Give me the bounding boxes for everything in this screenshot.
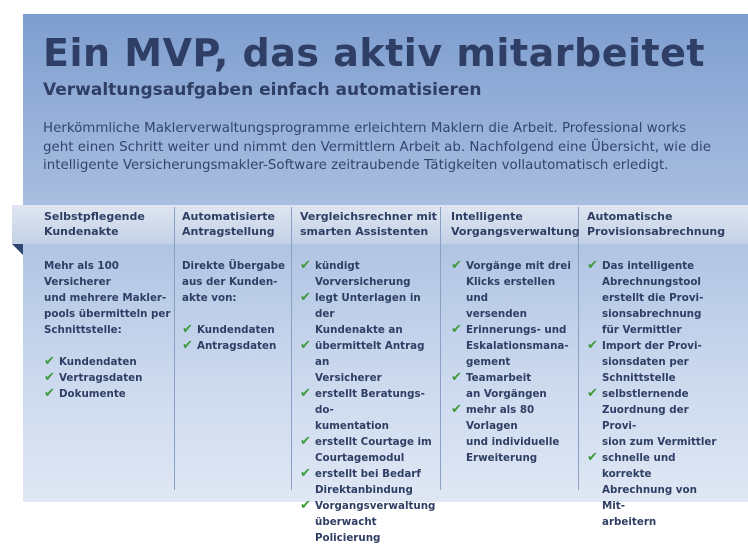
checklist-item-text: Versicherer xyxy=(315,372,382,384)
checklist-item xyxy=(300,466,438,498)
checklist-item xyxy=(300,290,438,338)
intro-line: geht einen Schritt weiter und nimmt den Vermittlern Arbeit ab. Nachfolgend eine Übersicht, wie die xyxy=(43,139,711,155)
checkmark-icon: ✔ xyxy=(44,386,55,401)
checklist-item-text: Kundenakte an xyxy=(315,324,403,336)
checkmark-icon: ✔ xyxy=(587,450,598,465)
checkmark-icon: ✔ xyxy=(451,402,462,417)
column-divider xyxy=(578,207,579,490)
checklist-item-text: an Vorgängen xyxy=(466,388,547,400)
checkmark-icon: ✔ xyxy=(182,322,193,337)
checkmark-icon: ✔ xyxy=(300,498,311,513)
checklist-item-text: sionsdaten per xyxy=(602,356,689,368)
checklist-item-text: Courtagemodul xyxy=(315,452,405,464)
checkmark-icon: ✔ xyxy=(300,466,311,481)
checklist-item-text: Vorgänge mit drei xyxy=(466,260,571,272)
checklist-item-text: Direktanbindung xyxy=(315,484,413,496)
checkmark-icon: ✔ xyxy=(182,338,193,353)
checklist-item xyxy=(182,322,288,338)
column-body-kundenakte xyxy=(44,258,172,402)
checklist-item xyxy=(451,322,576,370)
checklist-item-text: erstellt Courtage im xyxy=(315,436,432,448)
checklist-item-text: Teamarbeit xyxy=(466,372,532,384)
spacer xyxy=(182,306,288,322)
checklist xyxy=(451,258,576,466)
checklist-item xyxy=(451,402,576,466)
checkmark-icon: ✔ xyxy=(451,258,462,273)
checklist-item-text: erstellt die Provi- xyxy=(602,292,704,304)
checklist xyxy=(44,354,172,402)
checklist-item-text: versenden xyxy=(466,308,527,320)
column-heading-vergleichsrechner: Vergleichsrechner mit smarten Assistenten xyxy=(300,210,437,238)
checklist-item-text: kündigt xyxy=(315,260,360,272)
checklist-item xyxy=(300,258,438,290)
checkmark-icon: ✔ xyxy=(300,386,311,401)
column-intro-line: Direkte Übergabe xyxy=(182,260,285,272)
intro-line: Herkömmliche Maklerverwaltungsprogramme erleichtern Maklern die Arbeit. Professional works xyxy=(43,121,687,136)
checkmark-icon: ✔ xyxy=(451,322,462,337)
checklist-item-text: Vertragsdaten xyxy=(59,372,143,384)
column-body-antragstellung xyxy=(182,258,288,354)
column-heading-antragstellung: Automatisierte Antragstellung xyxy=(182,210,275,238)
checklist xyxy=(587,258,717,530)
checklist-item-text: Dokumente xyxy=(59,388,126,400)
checklist-item-text: für Vermittler xyxy=(602,324,682,336)
column-heading-kundenakte: Selbstpflegende Kundenakte xyxy=(44,210,145,238)
checklist-item-text: Das intelligente xyxy=(602,260,695,272)
checklist-item-text: erstellt Beratungs-do- xyxy=(315,388,425,416)
checklist-item-text: Antragsdaten xyxy=(197,340,277,352)
checklist-item xyxy=(587,258,717,338)
checklist-item xyxy=(300,386,438,434)
checklist-item xyxy=(44,370,172,386)
checkmark-icon: ✔ xyxy=(44,354,55,369)
checklist-item-text: legt Unterlagen in der xyxy=(315,292,421,320)
column-intro-line: pools übermitteln per xyxy=(44,308,171,320)
checklist-item xyxy=(44,354,172,370)
checklist-item-text: Klicks erstellen und xyxy=(466,276,556,304)
checklist-item-text: Kundendaten xyxy=(197,324,275,336)
checkmark-icon: ✔ xyxy=(300,258,311,273)
checklist-item-text: Kundendaten xyxy=(59,356,137,368)
checkmark-icon: ✔ xyxy=(300,290,311,305)
column-intro-line: Schnittstelle: xyxy=(44,324,122,336)
checklist-item-text: Import der Provi- xyxy=(602,340,702,352)
column-intro xyxy=(182,258,288,306)
checklist-item xyxy=(300,434,438,466)
checkmark-icon: ✔ xyxy=(587,386,598,401)
column-body-provisionsabrechnung xyxy=(587,258,717,530)
checklist-item xyxy=(300,498,438,546)
column-intro-line: und mehrere Makler- xyxy=(44,292,167,304)
checklist-item xyxy=(451,370,576,402)
checklist-item-text: Erinnerungs- und xyxy=(466,324,567,336)
checkmark-icon: ✔ xyxy=(300,434,311,449)
column-divider xyxy=(174,207,175,490)
column-body-vorgangsverwaltung xyxy=(451,258,576,466)
intro-paragraph xyxy=(43,120,733,176)
spacer xyxy=(44,338,172,354)
checkmark-icon: ✔ xyxy=(587,258,598,273)
checklist-item-text: mehr als 80 Vorlagen xyxy=(466,404,535,432)
column-heading-provisionsabrechnung: Automatische Provisionsabrechnung xyxy=(587,210,726,238)
checklist-item-text: Schnittstelle xyxy=(602,372,676,384)
column-intro-line: Mehr als 100 Versicherer xyxy=(44,260,119,288)
checkmark-icon: ✔ xyxy=(451,370,462,385)
column-intro-line: aus der Kunden- xyxy=(182,276,278,288)
checklist-item-text: Vorversicherung xyxy=(315,276,411,288)
checklist-item xyxy=(44,386,172,402)
checklist-item-text: Eskalationsmana- xyxy=(466,340,569,352)
checklist-item-text: Erweiterung xyxy=(466,452,538,464)
page-subtitle: Verwaltungsaufgaben einfach automatisieren xyxy=(43,80,482,100)
column-heading-vorgangsverwaltung: Intelligente Vorgangsverwaltung xyxy=(451,210,580,238)
checklist-item-text: Abrechnung von Mit- xyxy=(602,484,697,512)
checkmark-icon: ✔ xyxy=(587,338,598,353)
checklist-item xyxy=(451,258,576,322)
checklist xyxy=(182,322,288,354)
intro-line: intelligente Versicherungsmakler-Software zeitraubende Tätigkeiten vollautomatisch erledigt. xyxy=(43,158,669,173)
page-title: Ein MVP, das aktiv mitarbeitet xyxy=(43,31,706,75)
checklist-item-text: und individuelle xyxy=(466,436,560,448)
column-divider xyxy=(291,207,292,490)
checklist-item-text: erstellt bei Bedarf xyxy=(315,468,421,480)
column-divider xyxy=(440,207,441,490)
checkmark-icon: ✔ xyxy=(44,370,55,385)
checklist-item xyxy=(587,450,717,530)
checklist-item-text: sionsabrechnung xyxy=(602,308,702,320)
column-intro xyxy=(44,258,172,338)
checklist-item-text: Vorgangsverwaltung xyxy=(315,500,436,512)
checklist-item-text: arbeitern xyxy=(602,516,657,528)
band-fold-shadow xyxy=(12,244,23,255)
column-body-vergleichsrechner xyxy=(300,258,438,546)
checklist-item-text: selbstlernende xyxy=(602,388,689,400)
checklist-item-text: Abrechnungstool xyxy=(602,276,701,288)
checklist-item xyxy=(300,338,438,386)
checklist-item-text: schnelle und korrekte xyxy=(602,452,676,480)
checkmark-icon: ✔ xyxy=(300,338,311,353)
checklist-item-text: sion zum Vermittler xyxy=(602,436,717,448)
checklist-item xyxy=(587,338,717,386)
checklist-item xyxy=(587,386,717,450)
checklist xyxy=(300,258,438,546)
checklist-item xyxy=(182,338,288,354)
checklist-item-text: gement xyxy=(466,356,511,368)
checklist-item-text: kumentation xyxy=(315,420,389,432)
checklist-item-text: Zuordnung der Provi- xyxy=(602,404,689,432)
column-intro-line: akte von: xyxy=(182,292,237,304)
checklist-item-text: übermittelt Antrag an xyxy=(315,340,425,368)
checklist-item-text: überwacht Policierung xyxy=(315,516,381,544)
